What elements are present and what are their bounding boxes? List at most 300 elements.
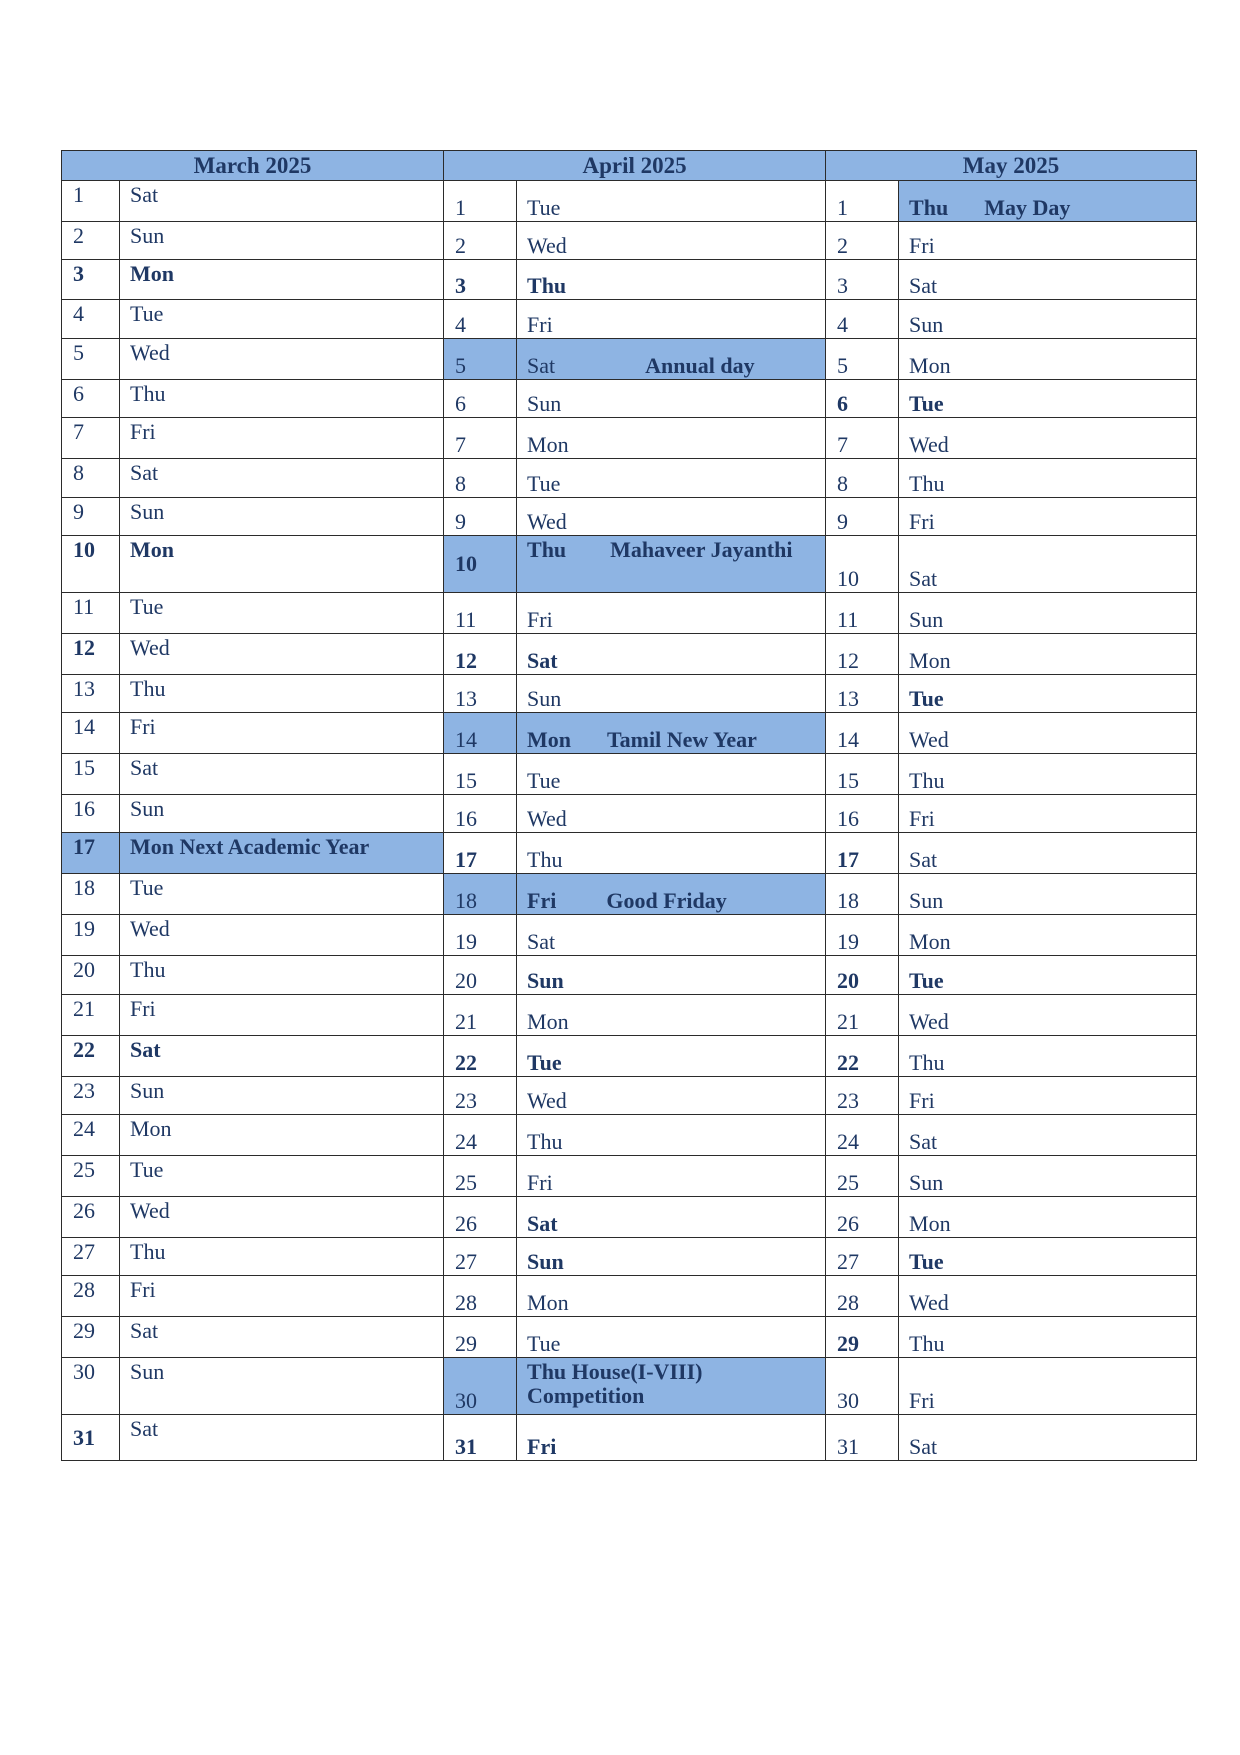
april-weekday: Tue (527, 768, 561, 793)
april-weekday: Fri (527, 1170, 553, 1195)
may-weekday-cell (899, 181, 1197, 222)
day-row (62, 1197, 1197, 1238)
april-date-number: 29 (444, 1317, 517, 1358)
march-weekday-cell (120, 956, 444, 995)
may-weekday: Tue (909, 391, 944, 416)
day-row (62, 339, 1197, 380)
may-date-number: 2 (826, 222, 899, 260)
march-weekday-cell (120, 339, 444, 380)
day-row (62, 1115, 1197, 1156)
may-date-number: 1 (826, 181, 899, 222)
may-weekday-cell (899, 1156, 1197, 1197)
may-weekday-cell (899, 1358, 1197, 1415)
may-date-number: 12 (826, 634, 899, 675)
march-weekday-cell (120, 634, 444, 675)
may-weekday-cell (899, 713, 1197, 754)
march-date-number: 16 (62, 795, 120, 833)
march-date-number: 26 (62, 1197, 120, 1238)
march-weekday: Tue (130, 1157, 164, 1182)
march-weekday: Sat (130, 182, 159, 207)
march-weekday-cell (120, 498, 444, 536)
may-weekday-cell (899, 833, 1197, 874)
may-weekday-cell (899, 300, 1197, 339)
may-date-number: 29 (826, 1317, 899, 1358)
march-date-number: 4 (62, 300, 120, 339)
march-weekday: Tue (130, 301, 164, 326)
april-weekday: Thu (527, 537, 567, 562)
april-weekday: Sat (527, 353, 556, 378)
april-date-number: 9 (444, 498, 517, 536)
april-weekday-cell (517, 995, 826, 1036)
april-date-number: 24 (444, 1115, 517, 1156)
april-weekday: Wed (527, 1088, 567, 1113)
march-date-number: 7 (62, 418, 120, 459)
may-date-number: 13 (826, 675, 899, 713)
may-date-number: 30 (826, 1358, 899, 1415)
calendar-table (61, 150, 1197, 1461)
march-date-number: 22 (62, 1036, 120, 1077)
march-weekday: Sun (130, 796, 165, 821)
march-weekday-cell (120, 1036, 444, 1077)
may-weekday-cell (899, 380, 1197, 418)
april-weekday-cell (517, 795, 826, 833)
day-row (62, 222, 1197, 260)
may-date-number: 19 (826, 915, 899, 956)
march-weekday: Mon (130, 834, 174, 859)
may-weekday: Wed (909, 1009, 949, 1034)
may-date-number: 7 (826, 418, 899, 459)
march-date-number: 3 (62, 260, 120, 300)
may-date-number: 11 (826, 593, 899, 634)
march-weekday-cell (120, 754, 444, 795)
may-weekday: Mon (909, 353, 951, 378)
march-weekday: Wed (130, 1198, 170, 1223)
day-row (62, 181, 1197, 222)
april-date-number: 2 (444, 222, 517, 260)
may-date-number: 27 (826, 1238, 899, 1276)
april-weekday-cell (517, 1276, 826, 1317)
april-date-number: 27 (444, 1238, 517, 1276)
april-weekday-cell (517, 1358, 826, 1415)
may-weekday: Tue (909, 686, 944, 711)
may-weekday: Thu (909, 195, 949, 220)
may-date-number: 26 (826, 1197, 899, 1238)
april-date-number: 14 (444, 713, 517, 754)
april-date-number: 5 (444, 339, 517, 380)
march-weekday-cell (120, 418, 444, 459)
may-weekday: Thu (909, 1050, 945, 1075)
april-date-number: 25 (444, 1156, 517, 1197)
march-weekday-cell (120, 874, 444, 915)
march-date-number: 21 (62, 995, 120, 1036)
march-weekday: Thu (130, 381, 166, 406)
day-row (62, 380, 1197, 418)
march-date-number: 6 (62, 380, 120, 418)
april-weekday-cell (517, 874, 826, 915)
april-weekday-cell (517, 754, 826, 795)
april-weekday-cell (517, 498, 826, 536)
may-weekday: Wed (909, 432, 949, 457)
day-row (62, 593, 1197, 634)
april-date-number: 8 (444, 459, 517, 498)
may-date-number: 4 (826, 300, 899, 339)
may-weekday: Thu (909, 471, 945, 496)
march-date-number: 25 (62, 1156, 120, 1197)
may-weekday: Tue (909, 968, 944, 993)
april-weekday: Tue (527, 1050, 562, 1075)
april-weekday: Sun (527, 686, 562, 711)
march-date-number: 31 (62, 1415, 120, 1461)
day-row (62, 300, 1197, 339)
april-weekday: Mon (527, 727, 572, 752)
may-weekday: Sat (909, 1434, 938, 1459)
day-row (62, 418, 1197, 459)
march-weekday: Wed (130, 635, 170, 660)
march-date-number: 27 (62, 1238, 120, 1276)
april-date-number: 7 (444, 418, 517, 459)
april-date-number: 23 (444, 1077, 517, 1115)
may-weekday: Sat (909, 566, 938, 591)
march-weekday-cell (120, 1156, 444, 1197)
day-row (62, 1238, 1197, 1276)
day-row (62, 1156, 1197, 1197)
march-date-number: 20 (62, 956, 120, 995)
april-weekday-cell (517, 593, 826, 634)
day-row (62, 915, 1197, 956)
april-weekday-cell (517, 380, 826, 418)
may-weekday: Fri (909, 233, 935, 258)
may-weekday: Fri (909, 509, 935, 534)
march-weekday-cell (120, 713, 444, 754)
april-weekday: Thu (527, 273, 567, 298)
march-weekday-cell (120, 675, 444, 713)
day-row (62, 459, 1197, 498)
april-weekday-cell (517, 634, 826, 675)
may-weekday: Sun (909, 888, 944, 913)
may-weekday-cell (899, 1415, 1197, 1461)
march-weekday: Sun (130, 1359, 165, 1384)
april-date-number: 12 (444, 634, 517, 675)
april-weekday-cell (517, 181, 826, 222)
march-weekday: Sun (130, 499, 165, 524)
may-weekday-cell (899, 498, 1197, 536)
april-weekday: Wed (527, 806, 567, 831)
march-date-number: 2 (62, 222, 120, 260)
april-weekday-cell (517, 459, 826, 498)
april-weekday: Sun (527, 1249, 564, 1274)
april-weekday: Fri (527, 1434, 557, 1459)
may-weekday-cell (899, 1238, 1197, 1276)
april-event-label: Good Friday (606, 888, 727, 913)
april-date-number: 31 (444, 1415, 517, 1461)
april-weekday: Sun (527, 968, 564, 993)
may-weekday-cell (899, 956, 1197, 995)
may-date-number: 24 (826, 1115, 899, 1156)
march-date-number: 15 (62, 754, 120, 795)
march-weekday-cell (120, 1358, 444, 1415)
april-weekday: Wed (527, 233, 567, 258)
may-date-number: 5 (826, 339, 899, 380)
march-weekday: Fri (130, 996, 156, 1021)
may-date-number: 28 (826, 1276, 899, 1317)
may-weekday: Sun (909, 312, 944, 337)
april-date-number: 19 (444, 915, 517, 956)
april-weekday-cell (517, 1238, 826, 1276)
may-weekday: Sat (909, 847, 938, 872)
month-header-row (62, 151, 1197, 181)
day-row (62, 995, 1197, 1036)
march-weekday: Wed (130, 340, 170, 365)
day-row (62, 713, 1197, 754)
may-weekday: Sat (909, 273, 938, 298)
may-weekday-cell (899, 634, 1197, 675)
may-weekday: Fri (909, 1088, 935, 1113)
may-weekday: Tue (909, 1249, 944, 1274)
march-weekday-cell (120, 181, 444, 222)
may-weekday-cell (899, 754, 1197, 795)
april-weekday-cell (517, 222, 826, 260)
march-weekday: Sun (130, 223, 165, 248)
may-weekday-cell (899, 536, 1197, 593)
march-weekday: Tue (130, 875, 164, 900)
march-weekday: Mon (130, 1116, 172, 1141)
day-row (62, 833, 1197, 874)
may-weekday-cell (899, 339, 1197, 380)
may-date-number: 25 (826, 1156, 899, 1197)
may-weekday: Wed (909, 727, 949, 752)
may-date-number: 17 (826, 833, 899, 874)
may-date-number: 31 (826, 1415, 899, 1461)
april-weekday-cell (517, 915, 826, 956)
march-date-number: 28 (62, 1276, 120, 1317)
april-weekday-cell (517, 1197, 826, 1238)
april-date-number: 20 (444, 956, 517, 995)
march-weekday-cell (120, 260, 444, 300)
may-weekday-cell (899, 1115, 1197, 1156)
may-date-number: 18 (826, 874, 899, 915)
march-weekday: Thu (130, 1239, 166, 1264)
may-weekday-cell (899, 874, 1197, 915)
day-row (62, 795, 1197, 833)
march-date-number: 5 (62, 339, 120, 380)
march-weekday: Wed (130, 916, 170, 941)
day-row (62, 498, 1197, 536)
day-row (62, 1276, 1197, 1317)
april-weekday-cell (517, 675, 826, 713)
may-weekday-cell (899, 1197, 1197, 1238)
april-weekday-cell (517, 1415, 826, 1461)
april-weekday-cell (517, 713, 826, 754)
march-weekday-cell (120, 795, 444, 833)
april-event-label: Annual day (645, 353, 755, 378)
march-date-number: 29 (62, 1317, 120, 1358)
day-row (62, 1077, 1197, 1115)
march-weekday: Fri (130, 714, 156, 739)
march-date-number: 11 (62, 593, 120, 634)
april-date-number: 18 (444, 874, 517, 915)
may-weekday: Thu (909, 768, 945, 793)
may-date-number: 22 (826, 1036, 899, 1077)
day-row (62, 1358, 1197, 1415)
march-weekday: Sat (130, 1318, 159, 1343)
may-weekday-cell (899, 915, 1197, 956)
may-weekday: Sat (909, 1129, 938, 1154)
march-weekday: Sat (130, 460, 159, 485)
april-weekday-cell (517, 833, 826, 874)
march-date-number: 30 (62, 1358, 120, 1415)
may-date-number: 20 (826, 956, 899, 995)
april-weekday: Fri (527, 607, 553, 632)
march-weekday-cell (120, 1415, 444, 1461)
march-date-number: 23 (62, 1077, 120, 1115)
march-date-number: 9 (62, 498, 120, 536)
march-weekday: Sat (130, 1416, 159, 1441)
april-event-label: Tamil New Year (607, 727, 757, 752)
march-weekday: Sun (130, 1078, 165, 1103)
day-row (62, 1317, 1197, 1358)
may-weekday: Thu (909, 1331, 945, 1356)
march-date-number: 14 (62, 713, 120, 754)
may-weekday-cell (899, 260, 1197, 300)
march-date-number: 24 (62, 1115, 120, 1156)
month-title-march: March 2025 (62, 151, 444, 181)
march-weekday-cell (120, 833, 444, 874)
may-weekday: Fri (909, 806, 935, 831)
may-date-number: 8 (826, 459, 899, 498)
day-row (62, 754, 1197, 795)
march-weekday: Mon (130, 537, 174, 562)
may-weekday-cell (899, 1036, 1197, 1077)
april-date-number: 16 (444, 795, 517, 833)
may-weekday: Mon (909, 1211, 951, 1236)
may-weekday: Mon (909, 929, 951, 954)
may-date-number: 9 (826, 498, 899, 536)
april-date-number: 22 (444, 1036, 517, 1077)
day-row (62, 260, 1197, 300)
may-date-number: 3 (826, 260, 899, 300)
day-row (62, 634, 1197, 675)
april-weekday-cell (517, 1036, 826, 1077)
may-date-number: 21 (826, 995, 899, 1036)
may-weekday: Fri (909, 1388, 935, 1413)
march-weekday-cell (120, 915, 444, 956)
april-weekday: Fri (527, 888, 557, 913)
april-event-label: Mahaveer Jayanthi (610, 537, 793, 562)
april-date-number: 10 (444, 536, 517, 593)
april-weekday: Sat (527, 929, 556, 954)
day-row (62, 956, 1197, 995)
march-date-number: 12 (62, 634, 120, 675)
may-weekday-cell (899, 459, 1197, 498)
march-date-number: 8 (62, 459, 120, 498)
march-weekday-cell (120, 593, 444, 634)
april-weekday-cell (517, 260, 826, 300)
april-weekday: Mon (527, 1290, 569, 1315)
may-weekday-cell (899, 1317, 1197, 1358)
march-weekday: Thu (130, 676, 166, 701)
march-weekday-cell (120, 536, 444, 593)
april-event-label: House(I-VIII) Competition (527, 1359, 703, 1408)
may-date-number: 14 (826, 713, 899, 754)
day-row (62, 675, 1197, 713)
april-weekday: Thu (527, 1359, 567, 1384)
april-date-number: 3 (444, 260, 517, 300)
may-date-number: 23 (826, 1077, 899, 1115)
march-event-label: Next Academic Year (179, 834, 370, 859)
april-date-number: 28 (444, 1276, 517, 1317)
march-weekday: Thu (130, 957, 166, 982)
march-weekday: Fri (130, 419, 156, 444)
may-date-number: 6 (826, 380, 899, 418)
march-date-number: 13 (62, 675, 120, 713)
april-date-number: 26 (444, 1197, 517, 1238)
march-date-number: 18 (62, 874, 120, 915)
may-date-number: 16 (826, 795, 899, 833)
may-date-number: 10 (826, 536, 899, 593)
month-title-may: May 2025 (826, 151, 1197, 181)
may-weekday-cell (899, 1276, 1197, 1317)
april-weekday-cell (517, 339, 826, 380)
april-weekday: Mon (527, 1009, 569, 1034)
march-weekday-cell (120, 222, 444, 260)
month-title-april: April 2025 (444, 151, 826, 181)
april-date-number: 4 (444, 300, 517, 339)
may-weekday-cell (899, 795, 1197, 833)
april-weekday-cell (517, 1317, 826, 1358)
march-weekday-cell (120, 1115, 444, 1156)
may-weekday: Sun (909, 1170, 944, 1195)
may-weekday-cell (899, 418, 1197, 459)
may-weekday-cell (899, 675, 1197, 713)
march-weekday-cell (120, 380, 444, 418)
march-weekday-cell (120, 1197, 444, 1238)
march-weekday-cell (120, 1077, 444, 1115)
march-weekday-cell (120, 300, 444, 339)
april-weekday: Tue (527, 471, 561, 496)
march-weekday-cell (120, 1317, 444, 1358)
april-date-number: 13 (444, 675, 517, 713)
april-weekday: Tue (527, 1331, 561, 1356)
april-weekday-cell (517, 956, 826, 995)
may-weekday: Sun (909, 607, 944, 632)
april-weekday-cell (517, 418, 826, 459)
may-event-label: May Day (984, 195, 1071, 220)
april-weekday: Thu (527, 1129, 563, 1154)
april-weekday-cell (517, 1115, 826, 1156)
march-date-number: 19 (62, 915, 120, 956)
day-row (62, 536, 1197, 593)
may-weekday: Mon (909, 648, 951, 673)
april-date-number: 6 (444, 380, 517, 418)
may-weekday-cell (899, 593, 1197, 634)
april-date-number: 1 (444, 181, 517, 222)
april-weekday: Fri (527, 312, 553, 337)
march-weekday-cell (120, 1238, 444, 1276)
april-weekday-cell (517, 1156, 826, 1197)
april-weekday: Thu (527, 847, 563, 872)
march-weekday-cell (120, 1276, 444, 1317)
may-weekday: Wed (909, 1290, 949, 1315)
may-date-number: 15 (826, 754, 899, 795)
april-date-number: 17 (444, 833, 517, 874)
may-weekday-cell (899, 995, 1197, 1036)
march-weekday: Tue (130, 594, 164, 619)
march-weekday-cell (120, 459, 444, 498)
april-weekday: Sat (527, 648, 558, 673)
may-weekday-cell (899, 1077, 1197, 1115)
may-weekday-cell (899, 222, 1197, 260)
march-weekday: Sat (130, 755, 159, 780)
